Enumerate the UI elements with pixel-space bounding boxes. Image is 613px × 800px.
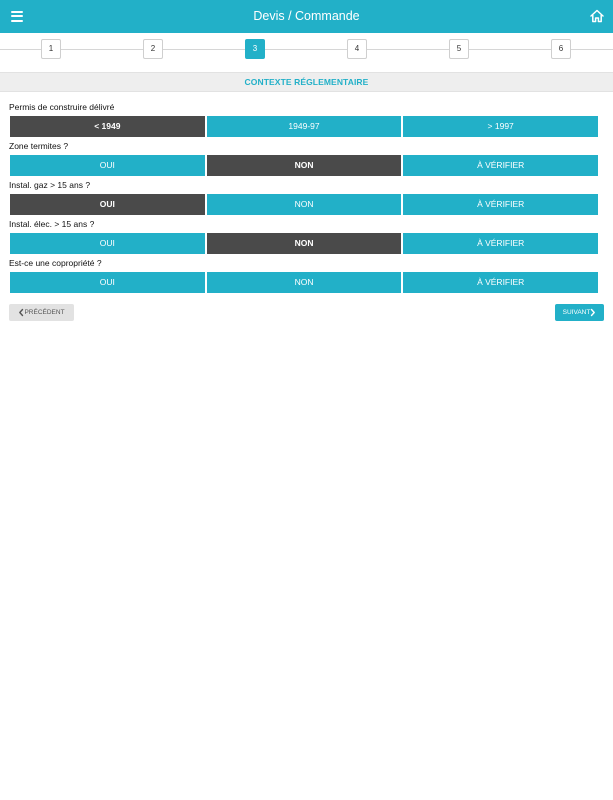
step-4[interactable]: 4 — [347, 39, 367, 59]
options-copropriete — [10, 272, 598, 293]
next-button[interactable] — [555, 304, 604, 321]
option-gaz-non[interactable]: NON — [207, 194, 402, 215]
options-termites — [10, 155, 598, 176]
step-6[interactable]: 6 — [551, 39, 571, 59]
step-3[interactable]: 3 — [245, 39, 265, 59]
option-elec-verifier[interactable]: À VÉRIFIER — [403, 233, 598, 254]
question-label-termites: Zone termites ? — [9, 141, 69, 151]
next-button-label: SUIVANT — [562, 309, 591, 316]
option-elec-non[interactable]: NON — [207, 233, 402, 254]
option-copropriete-verifier[interactable]: À VÉRIFIER — [403, 272, 598, 293]
question-label-permis: Permis de construire délivré — [9, 102, 115, 112]
question-label-gaz: Instal. gaz > 15 ans ? — [9, 180, 91, 190]
home-icon[interactable] — [589, 8, 605, 24]
stepper-line — [0, 49, 613, 50]
option-elec-oui[interactable]: OUI — [10, 233, 205, 254]
option-termites-verifier[interactable]: À VÉRIFIER — [403, 155, 598, 176]
question-label-copropriete: Est-ce une copropriété ? — [9, 258, 102, 268]
option-permis-after-1997[interactable]: > 1997 — [403, 116, 598, 137]
option-gaz-oui[interactable]: OUI — [10, 194, 205, 215]
option-termites-non[interactable]: NON — [207, 155, 402, 176]
step-1[interactable]: 1 — [41, 39, 61, 59]
option-gaz-verifier[interactable]: À VÉRIFIER — [403, 194, 598, 215]
options-gaz — [10, 194, 598, 215]
option-permis-before-1949[interactable]: < 1949 — [10, 116, 205, 137]
section-title: CONTEXTE RÉGLEMENTAIRE — [0, 72, 613, 92]
step-indicator — [0, 33, 613, 67]
page-title: Devis / Commande — [253, 9, 360, 23]
app-header — [0, 0, 613, 33]
option-termites-oui[interactable]: OUI — [10, 155, 205, 176]
chevron-right-icon — [590, 304, 596, 327]
step-2[interactable]: 2 — [143, 39, 163, 59]
previous-button-label: PRÉCÉDENT — [24, 309, 65, 316]
question-label-elec: Instal. élec. > 15 ans ? — [9, 219, 95, 229]
step-5[interactable]: 5 — [449, 39, 469, 59]
option-copropriete-non[interactable]: NON — [207, 272, 402, 293]
options-elec — [10, 233, 598, 254]
option-permis-1949-97[interactable]: 1949-97 — [207, 116, 402, 137]
previous-button[interactable] — [9, 304, 74, 321]
options-permis — [10, 116, 598, 137]
option-copropriete-oui[interactable]: OUI — [10, 272, 205, 293]
